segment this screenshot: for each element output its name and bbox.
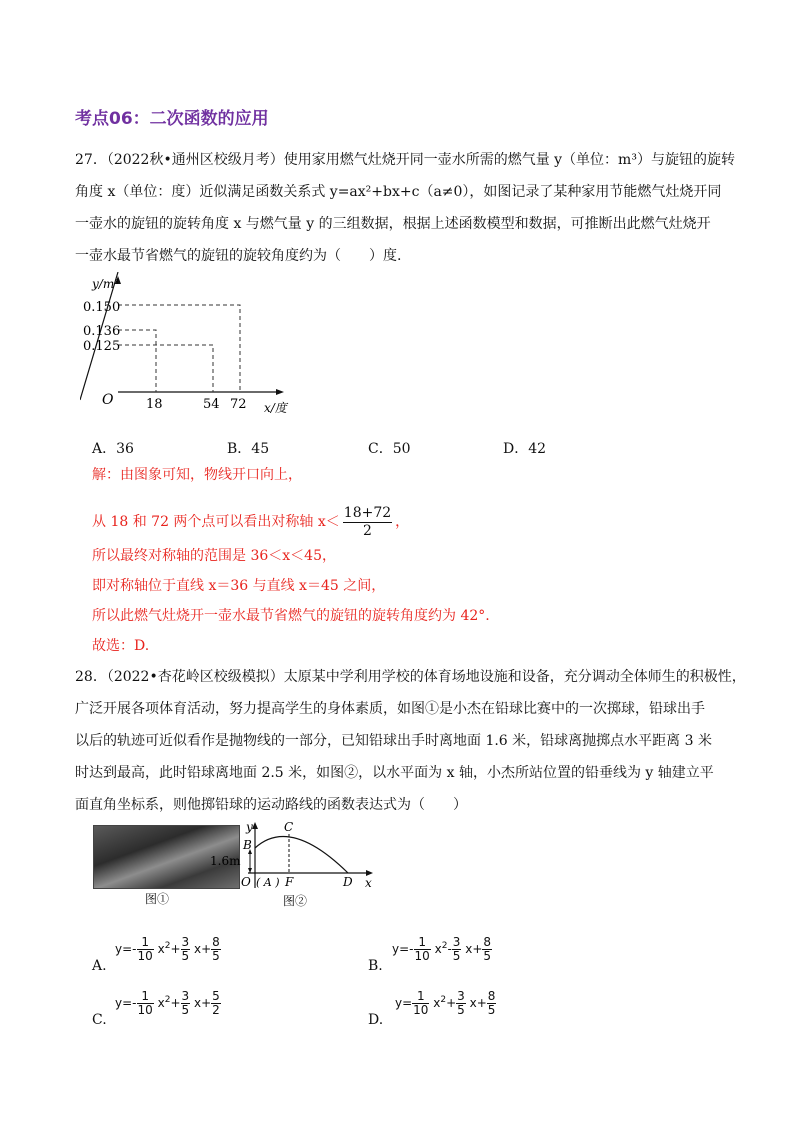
fig2-parabola [255,836,348,873]
q27-solution-2-end: ， [395,514,410,530]
fig2-height: 1.6m [210,854,241,868]
q28-option-d-formula: y= $\frac{1}{10}$ $x^2+$ $\frac{3}{5}$ x+ $\frac{8}{5}$ [395,989,496,1017]
q27-x-arrow [276,389,284,395]
fig2-y-arrow [252,822,258,829]
fig2-y: y [246,820,253,834]
q28-line4: 时达到最高，此时铅球离地面 2.5 米，如图②，以水平面为 x 轴，小杰所站位置的铅垂线为 y 轴建立平 [75,765,714,781]
q27-solution-2 [92,502,409,542]
q27-option-a: A．36 [92,441,134,457]
q27-chart [80,272,310,422]
fig2-o: O [241,875,251,889]
q28-option-b-formula: y=- $\frac{1}{10}$ $x^2-$ $\frac{3}{5}$ x+ $\frac{8}{5}$ [392,935,492,963]
section-title: 考点06：二次函数的应用 [75,109,269,129]
q27-xlabel: x/度 [264,401,287,415]
q27-ytick: 0.136 [83,324,121,339]
q27-solution-2-text: 从 18 和 72 两个点可以看出对称轴 x＜ [92,514,340,530]
q27-option-b: B．45 [227,441,270,457]
q27-frac-den: 2 [363,522,372,539]
q28-option-c-formula: y=- $\frac{1}{10}$ $x^2+$ $\frac{3}{5}$ x+ $\frac{5}{2}$ [115,989,220,1017]
q27-guide-18 [118,330,156,392]
q27-guide-72 [118,305,240,392]
fig2-f: F [285,875,294,889]
q27-solution-6: 故选：D. [92,638,150,654]
q28-option-a-mark: A. [92,958,107,974]
fig2-a: ( A ) [256,876,280,889]
q27-origin: O [102,392,114,408]
q27-frac-num: 18+72 [343,504,392,521]
q28-line2: 广泛开展各项体育活动，努力提高学生的身体素质，如图①是小杰在铅球比赛中的一次掷球，铅球出手 [75,701,705,717]
q27-solution-5: 所以此燃气灶烧开一壶水最节省燃气的旋钮的旋转角度约为 42°. [92,608,490,624]
fig1-caption: 图① [145,892,170,906]
q27-solution-4: 即对称轴位于直线 x＝36 与直线 x＝45 之间， [92,578,386,594]
q27-line1: 27．（2022秋•通州区校级月考）使用家用燃气灶烧开同一壶水所需的燃气量 y（单位：m³）与旋钮的旋转 [75,152,735,168]
q27-line3: 一壶水的旋钮的旋转角度 x 与燃气量 y 的三组数据，根据上述函数模型和数据，可推断出此燃气灶烧开 [75,216,711,232]
fig2-b: B [243,838,252,852]
q28-option-a-formula: y=- $\frac{1}{10}$ $x^2+$ $\frac{3}{5}$ x+ $\frac{8}{5}$ [115,935,220,963]
q27-line4: 一壶水最节省燃气的旋钮的旋较角度约为（ ）度. [75,248,402,264]
q27-solution-3: 所以最终对称轴的范围是 36＜x＜45， [92,548,336,564]
q28-line1: 28．（2022•杏花岭区校级模拟）太原某中学利用学校的体育场地设施和设备，充分调动全体师生的积极性， [75,669,746,685]
fig2-x: x [365,876,372,890]
q27-xtick: 72 [230,397,247,412]
q27-option-d: D．42 [503,441,547,457]
q27-solution-1: 解：由图象可知，物线开口向上， [92,467,302,483]
q28-line3: 以后的轨迹可近似看作是抛物线的一部分，已知铅球出手时离地面 1.6 米，铅球离抛掷点水平距离 3 米 [75,733,712,749]
fig2-caption: 图② [283,894,308,908]
q28-option-d-mark: D. [368,1012,384,1028]
q27-ytick: 0.150 [83,300,121,315]
q28-fig2 [210,818,380,898]
q27-xtick: 54 [203,397,220,412]
q28-option-c-mark: C. [92,1012,107,1028]
q27-ylabel: y/m³ [92,277,120,291]
q28-option-b-mark: B. [368,958,383,974]
q27-option-c: C．50 [368,441,411,457]
fig2-d: D [343,875,353,889]
fig2-c: C [284,820,294,834]
q27-line2: 角度 x（单位：度）近似满足函数关系式 y=ax²+bx+c（a≠0），如图记录了某种家用节能燃气灶烧开同 [75,184,722,200]
q27-xtick: 18 [146,397,163,412]
q28-line5: 面直角坐标系，则他掷铅球的运动路线的函数表达式为（ ） [75,797,467,813]
q27-ytick: 0.125 [83,339,121,354]
q27-guide-54 [118,345,213,392]
